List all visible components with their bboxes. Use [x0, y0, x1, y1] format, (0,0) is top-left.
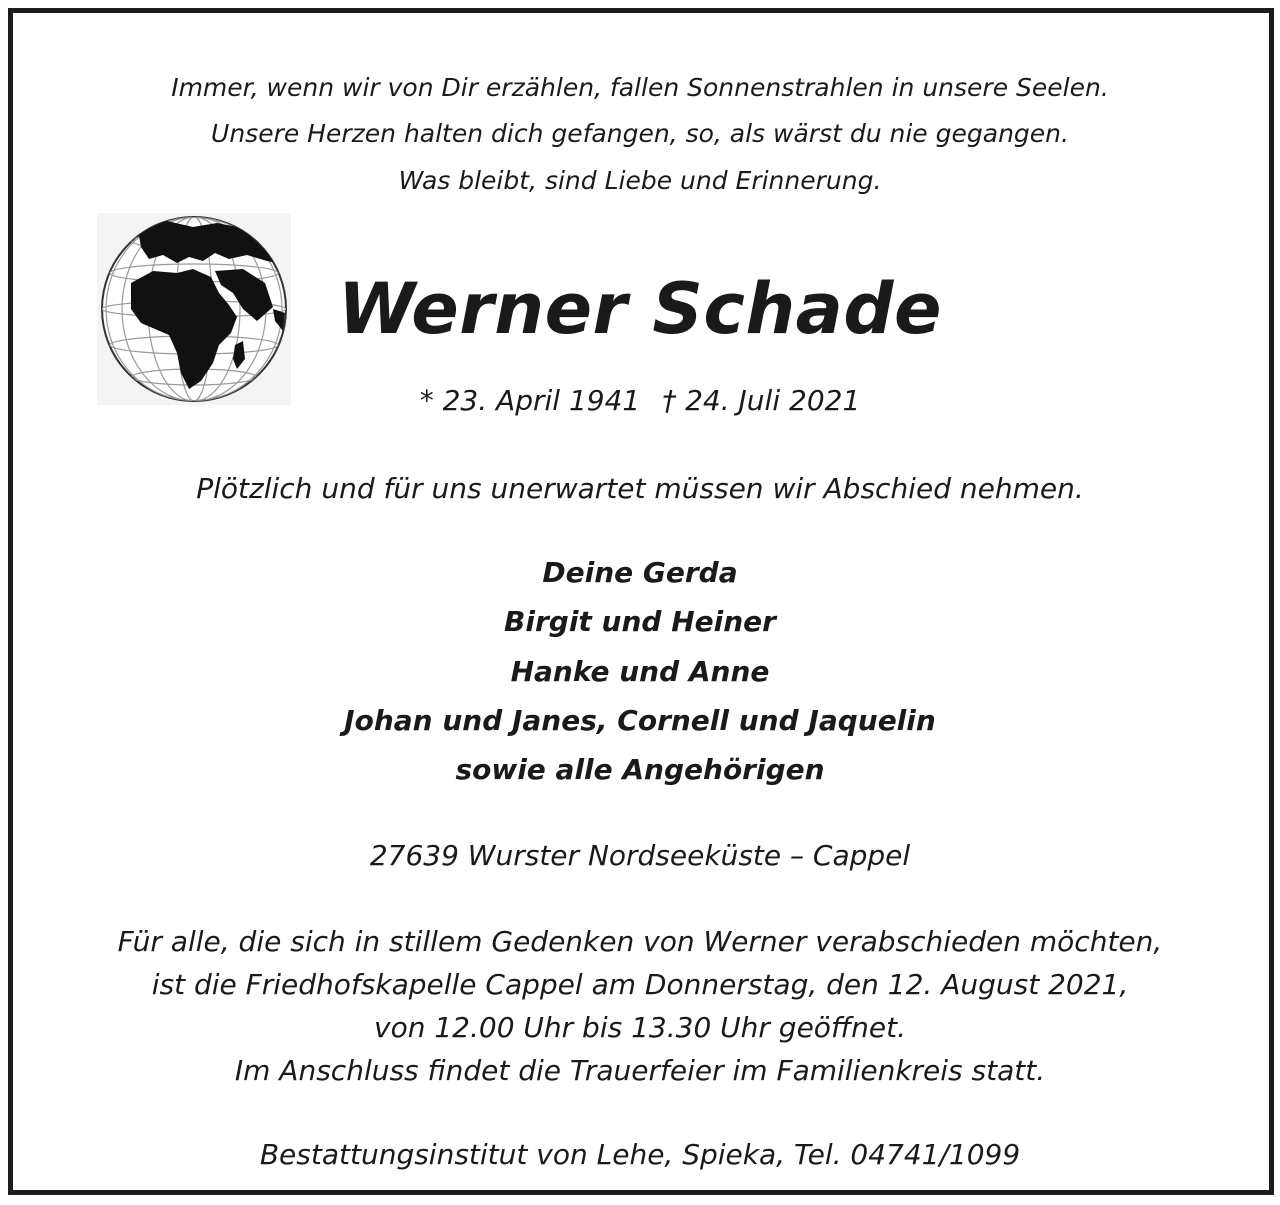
mourner-line: Hanke und Anne [510, 655, 770, 688]
life-dates [0, 384, 1280, 417]
verse-line-2: Unsere Herzen halten dich gefangen, so, als wärst du nie gegangen. [211, 119, 1069, 148]
intro-text: Plötzlich und für uns unerwartet müssen wir Abschied nehmen. [196, 472, 1084, 505]
notice-line: Im Anschluss findet die Trauerfeier im Familienkreis statt. [234, 1054, 1046, 1087]
verse-line-3: Was bleibt, sind Liebe und Erinnerung. [398, 166, 882, 195]
notice-line: ist die Friedhofskapelle Cappel am Donnerstag, den 12. August 2021, [151, 968, 1129, 1001]
globe-icon [97, 213, 291, 405]
verse-line-1: Immer, wenn wir von Dir erzählen, fallen Sonnenstrahlen in unsere Seelen. [171, 73, 1109, 102]
address-text: 27639 Wurster Nordseeküste – Cappel [369, 839, 911, 872]
birth-date: * 23. April 1941 [419, 384, 641, 417]
funeral-home-contact: Bestattungsinstitut von Lehe, Spieka, Tel. 04741/1099 [259, 1138, 1021, 1171]
deceased-name: Werner Schade [338, 268, 942, 350]
mourner-line: Johan und Janes, Cornell und Jaquelin [344, 704, 936, 737]
notice-line: Für alle, die sich in stillem Gedenken von Werner verabschieden möchten, [117, 925, 1163, 958]
notice-line: von 12.00 Uhr bis 13.30 Uhr geöffnet. [374, 1011, 906, 1044]
death-date: † 24. Juli 2021 [662, 384, 861, 417]
mourner-line: sowie alle Angehörigen [455, 753, 825, 786]
mourner-line: Birgit und Heiner [504, 605, 776, 638]
mourner-line: Deine Gerda [542, 556, 738, 589]
